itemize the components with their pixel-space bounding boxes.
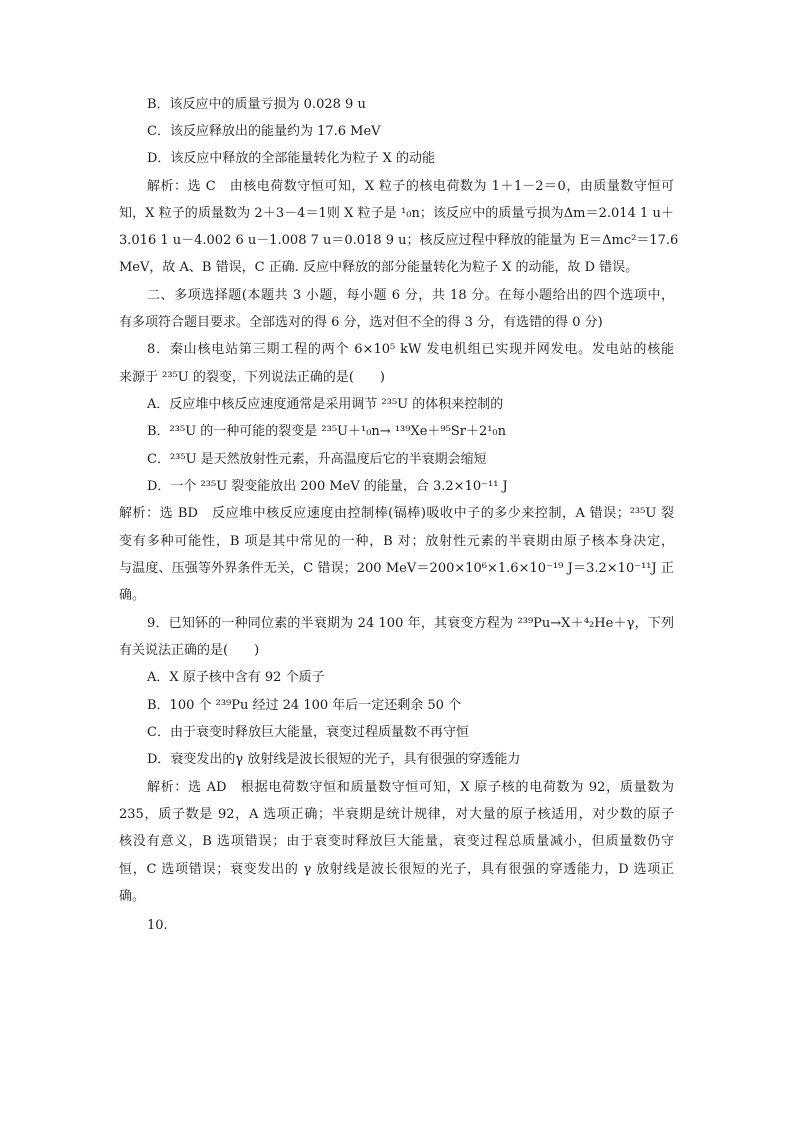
analysis-9-line-2: 235，质子数是 92，A 选项正确；半衰期是统计规律，对大量的原子核适用，对少数的原子	[119, 807, 674, 822]
analysis-9-line-4: 恒，C 选项错误；衰变发出的 γ 放射线是波长很短的光子，具有很强的穿透能力，D 选项正	[119, 862, 674, 877]
question-9-line-2: 有关说法正确的是( )	[119, 643, 260, 658]
question-9-line-1: 9．已知钚的一种同位素的半衰期为 24 100 年，其衰变方程为 ²³⁹Pu→X＋⁴₂He＋γ，下列	[147, 616, 674, 631]
question-8-line-2: 来源于 ²³⁵U 的裂变，下列说法正确的是( )	[119, 370, 385, 385]
section-heading-line-2: 有多项符合题目要求。全部选对的得 6 分，选对但不全的得 3 分，有选错的得 0 分)	[119, 315, 603, 330]
option-d-text: D．该反应中释放的全部能量转化为粒子 X 的动能	[147, 151, 435, 166]
question-8-option-d: D．一个 ²³⁵U 裂变能放出 200 MeV 的能量，合 3.2×10⁻¹¹ J	[147, 479, 508, 494]
analysis-7-line-4: MeV，故 A、B 错误，C 正确. 反应中释放的部分能量转化为粒子 X 的动能，故 D 错误。	[119, 260, 639, 275]
analysis-8-line-4: 确。	[119, 588, 146, 603]
option-b-text: B．该反应中的质量亏损为 0.028 9 u	[147, 97, 366, 112]
analysis-8-line-1: 解析：选 BD 反应堆中核反应速度由控制棒(镉棒)吸收中子的多少来控制，A 错误；²³⁵U 裂	[119, 506, 674, 521]
question-8-option-c: C．²³⁵U 是天然放射性元素，升高温度后它的半衰期会缩短	[147, 452, 487, 467]
question-8-line-1: 8．秦山核电站第三期工程的两个 6×10⁵ kW 发电机组已实现并网发电。发电站的核能	[147, 342, 674, 357]
question-8-option-b: B．²³⁵U 的一种可能的裂变是 ²³⁵U＋¹₀n→ ¹³⁹Xe＋⁹⁵Sr＋2¹₀n	[147, 424, 507, 439]
analysis-8-line-2: 变有多种可能性，B 项是其中常见的一种，B 对；放射性元素的半衰期由原子核本身决定，	[119, 534, 674, 549]
analysis-7-line-3: 3.016 1 u－4.002 6 u－1.008 7 u＝0.018 9 u；核反应过程中释放的能量为 E＝Δmc²＝17.6	[119, 233, 679, 248]
question-8-option-a: A．反应堆中核反应速度通常是采用调节 ²³⁵U 的体积来控制的	[147, 397, 504, 412]
analysis-9-line-5: 确。	[119, 889, 146, 904]
analysis-8-line-3: 与温度、压强等外界条件无关，C 错误；200 MeV＝200×10⁶×1.6×10⁻¹⁹ J＝3.2×10⁻¹¹J 正	[119, 561, 674, 576]
analysis-7-line-2: 知，X 粒子的质量数为 2＋3－4＝1则 X 粒子是 ¹₀n；该反应中的质量亏损为Δm＝2.014 1 u＋	[119, 206, 674, 221]
analysis-9-line-1: 解析：选 AD 根据电荷数守恒和质量数守恒可知，X 原子核的电荷数为 92，质量数为	[147, 780, 674, 795]
question-9-option-b: B．100 个 ²³⁹Pu 经过 24 100 年后一定还剩余 50 个	[147, 698, 462, 713]
option-c-text: C．该反应释放出的能量约为 17.6 MeV	[147, 124, 381, 139]
question-10-number: 10.	[147, 918, 168, 933]
question-9-option-c: C．由于衰变时释放巨大能量，衰变过程质量数不再守恒	[147, 725, 469, 740]
question-9-option-d: D．衰变发出的γ 放射线是波长很短的光子，具有很强的穿透能力	[147, 752, 521, 767]
analysis-7-line-1: 解析：选 C 由核电荷数守恒可知，X 粒子的核电荷数为 1＋1－2＝0，由质量数守恒可	[147, 179, 674, 194]
section-heading-line-1: 二、多项选择题(本题共 3 小题，每小题 6 分，共 18 分。在每小题给出的四个选项中，	[147, 288, 674, 303]
analysis-9-line-3: 核没有意义，B 选项错误；由于衰变时释放巨大能量，衰变过程总质量减小，但质量数仍守	[119, 834, 674, 849]
question-9-option-a: A．X 原子核中含有 92 个质子	[147, 670, 325, 685]
